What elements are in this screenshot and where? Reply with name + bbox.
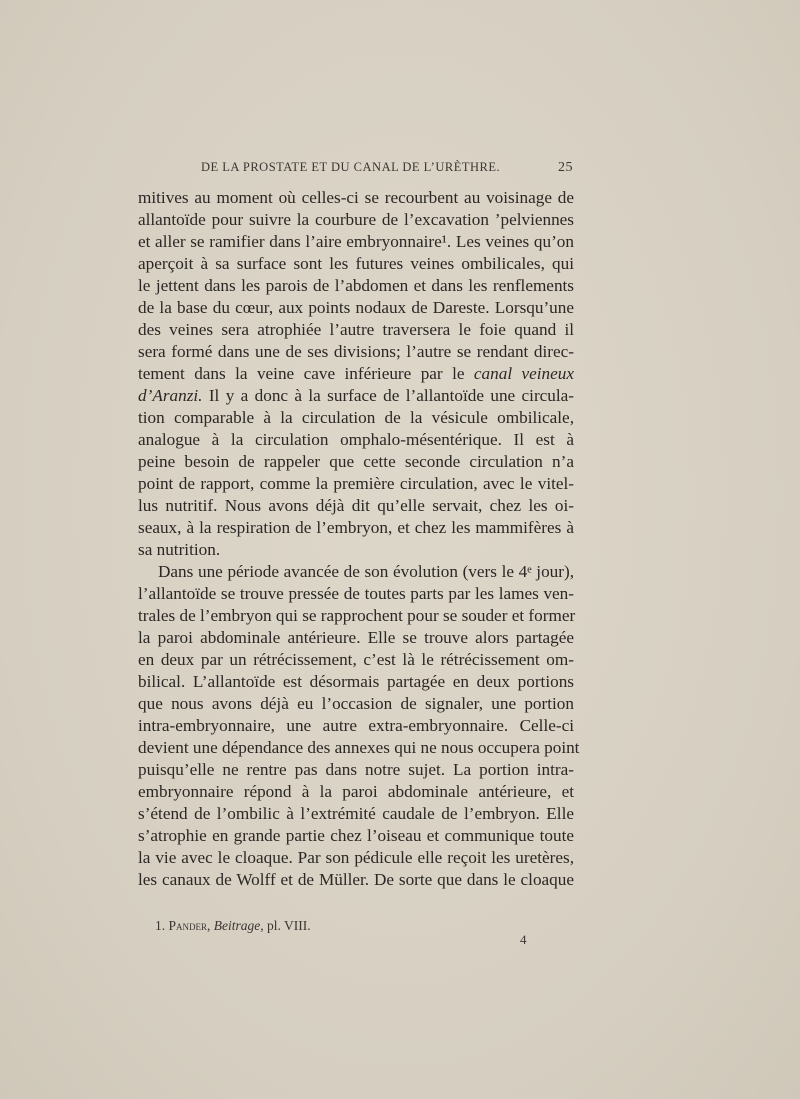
text-line: mitives au moment où celles-ci se recourbent au voisinage de	[138, 188, 574, 207]
running-title: DE LA PROSTATE ET DU CANAL DE L’URÈTHRE.	[201, 160, 501, 174]
footnote	[155, 918, 311, 934]
text-line: peine besoin de rappeler que cette seconde circulation n’a	[138, 452, 574, 471]
footnote-work: Beitrage,	[213, 918, 264, 933]
text-line: des veines sera atrophiée l’autre traversera le foie quand il	[138, 320, 574, 339]
text-line: seaux, à la respiration de l’embryon, et chez les mammifères à	[138, 518, 574, 537]
text-line: allantoïde pour suivre la courbure de l’excavation ’pelviennes	[138, 210, 574, 229]
signature-mark: 4	[520, 932, 527, 947]
text-line	[138, 363, 574, 385]
text-line: que nous avons déjà eu l’occasion de signaler, une portion	[138, 694, 574, 713]
footnote-author: Pander,	[168, 918, 211, 933]
text-line: lus nutritif. Nous avons déjà dit qu’elle servait, chez les oi-	[138, 496, 574, 515]
italic-term: canal veineux	[473, 364, 574, 383]
text-line: s’atrophie en grande partie chez l’oiseau et communique toute	[138, 826, 574, 845]
text-line: trales de l’embryon qui se rapprochent pour se souder et former	[138, 606, 576, 625]
text-line: sera formé dans une de ses divisions; l’autre se rendant direc-	[138, 342, 574, 361]
text-line: intra-embryonnaire, une autre extra-embryonnaire. Celle-ci	[138, 716, 574, 735]
text-fragment: Il y a donc à la surface de l’allantoïde une circula-	[208, 386, 575, 405]
body-text	[138, 187, 580, 891]
page-number: 25	[558, 160, 573, 175]
text-line: le jettent dans les parois de l’abdomen et dans les renflements	[138, 276, 574, 295]
footnote-number: 1.	[155, 918, 166, 933]
text-line: aperçoit à sa surface sont les futures veines ombilicales, qui	[138, 254, 574, 273]
text-line: s’étend de l’ombilic à l’extrémité caudale de l’embryon. Elle	[138, 804, 574, 823]
text-line: les canaux de Wolff et de Müller. De sorte que dans le cloaque	[138, 870, 574, 889]
text-line	[138, 385, 574, 407]
running-header	[201, 160, 573, 180]
text-line: embryonnaire répond à la paroi abdominale antérieure, et	[138, 782, 574, 801]
text-line: puisqu’elle ne rentre pas dans notre sujet. La portion intra-	[138, 760, 574, 779]
text-line: analogue à la circulation omphalo-mésentérique. Il est à	[138, 430, 574, 449]
text-line: la paroi abdominale antérieure. Elle se trouve alors partagée	[138, 628, 574, 647]
text-line: point de rapport, comme la première circulation, avec le vitel-	[138, 474, 574, 493]
text-line: la vie avec le cloaque. Par son pédicule elle reçoit les uretères,	[138, 848, 574, 867]
text-line: de la base du cœur, aux points nodaux de Dareste. Lorsqu’une	[138, 298, 574, 317]
text-line: en deux par un rétrécissement, c’est là le rétrécissement om-	[138, 650, 574, 669]
footnote-ref: pl. VIII.	[267, 918, 311, 933]
italic-term: d’Aranzi.	[138, 386, 203, 405]
text-line: tion comparable à la circulation de la vésicule ombilicale,	[138, 408, 574, 427]
text-line: l’allantoïde se trouve pressée de toutes parts par les lames ven-	[138, 584, 574, 603]
text-line: sa nutrition.	[138, 540, 221, 559]
text-line: bilical. L’allantoïde est désormais partagée en deux portions	[138, 672, 574, 691]
text-line: et aller se ramifier dans l’aire embryonnaire¹. Les veines qu’on	[138, 232, 574, 251]
text-line: Dans une période avancée de son évolution (vers le 4ᵉ jour),	[158, 562, 574, 581]
text-fragment: tement dans la veine cave inférieure par le	[138, 364, 465, 383]
text-line: devient une dépendance des annexes qui ne nous occupera point	[138, 738, 580, 757]
